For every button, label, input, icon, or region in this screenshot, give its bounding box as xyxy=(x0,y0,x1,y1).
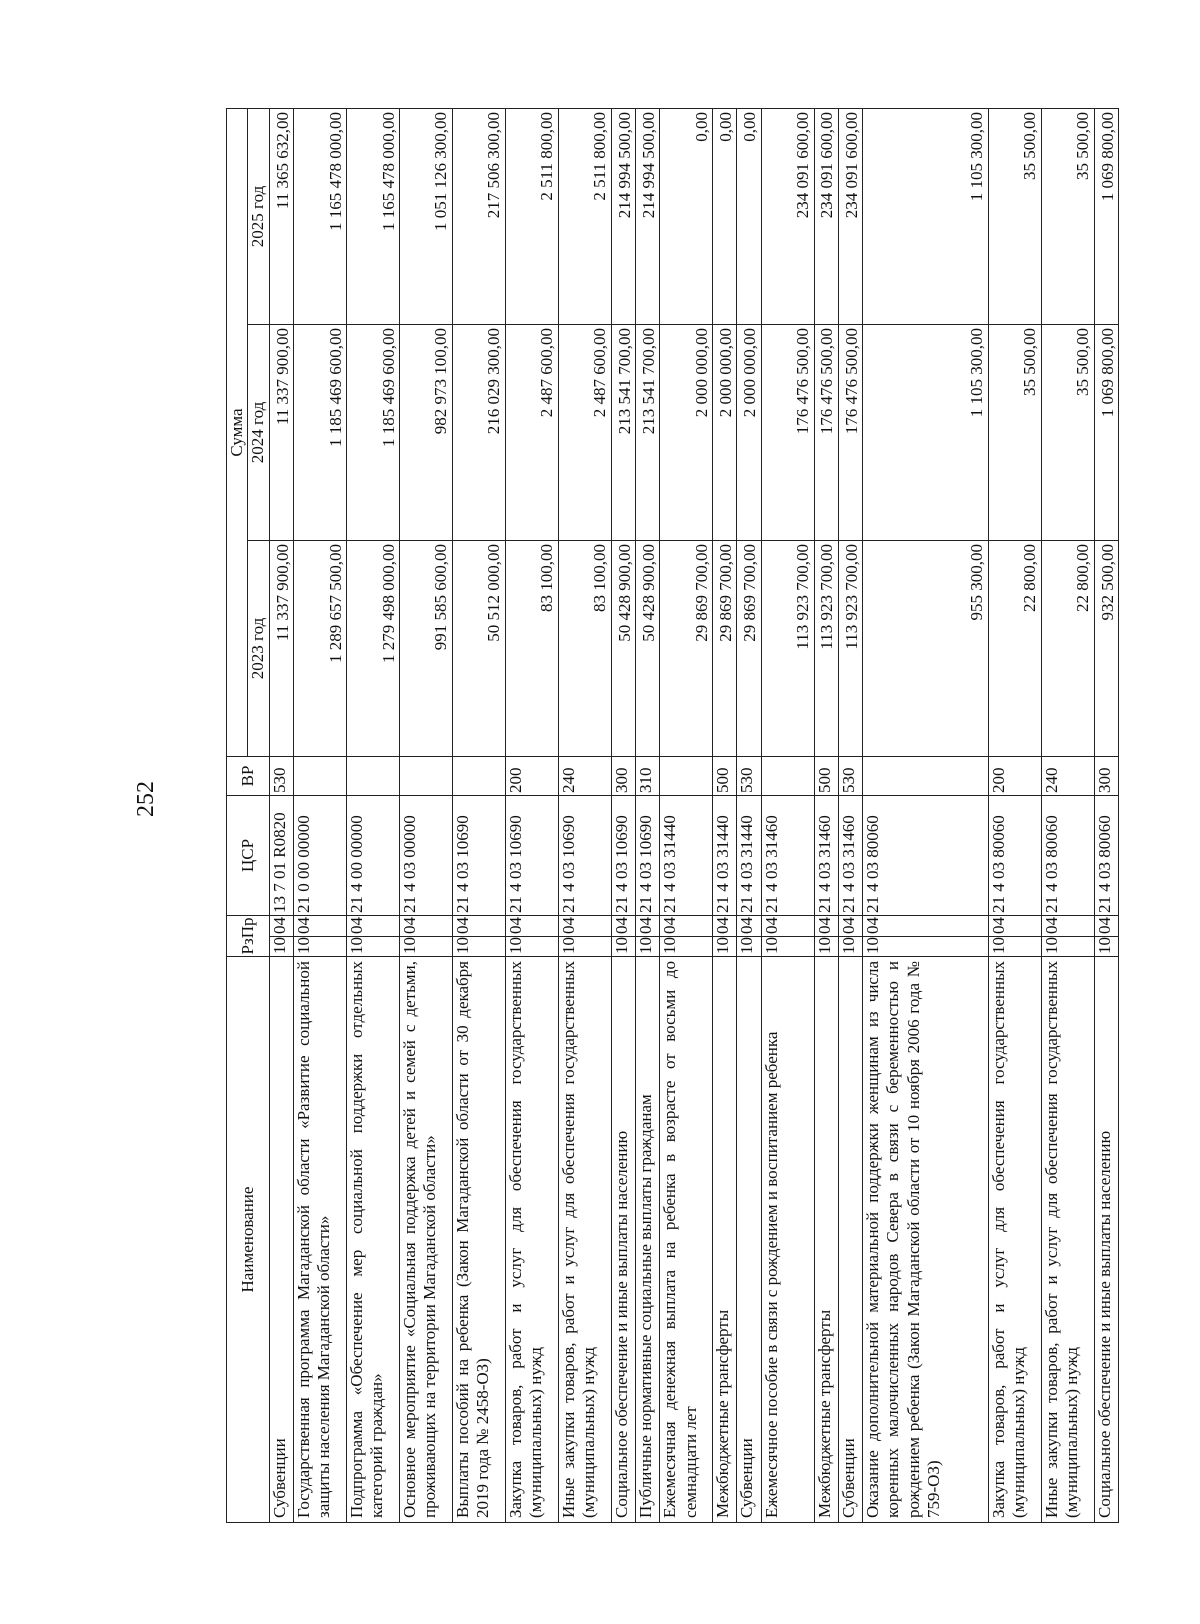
cell-pr: 04 xyxy=(294,915,347,936)
cell-y2025: 1 069 800,00 xyxy=(1094,108,1118,324)
cell-rz: 10 xyxy=(558,937,611,957)
header-2025: 2025 год xyxy=(248,108,269,324)
cell-y2023: 113 923 700,00 xyxy=(814,540,838,756)
cell-y2023: 1 279 498 000,00 xyxy=(346,540,399,756)
cell-y2025: 1 165 478 000,00 xyxy=(294,108,347,324)
cell-y2024: 2 487 600,00 xyxy=(558,324,611,540)
cell-y2025: 1 165 478 000,00 xyxy=(346,108,399,324)
cell-y2024: 2 000 000,00 xyxy=(713,324,737,540)
cell-y2023: 83 100,00 xyxy=(558,540,611,756)
cell-name: Иные закупки товаров, работ и услуг для обеспечения государственных (муниципальных) нужд xyxy=(1041,957,1094,1523)
cell-vr: 300 xyxy=(611,756,635,795)
table-row xyxy=(399,108,452,1522)
cell-vr: 500 xyxy=(814,756,838,795)
cell-csr: 21 4 03 31460 xyxy=(814,795,838,915)
cell-y2023: 1 289 657 500,00 xyxy=(294,540,347,756)
cell-csr: 21 4 03 10690 xyxy=(558,795,611,915)
cell-name: Публичные нормативные социальные выплаты гражданам xyxy=(635,957,659,1523)
cell-pr: 04 xyxy=(713,915,737,936)
cell-rz: 10 xyxy=(1041,937,1094,957)
cell-y2024: 1 185 469 600,00 xyxy=(294,324,347,540)
cell-y2024: 2 000 000,00 xyxy=(660,324,713,540)
cell-y2023: 22 800,00 xyxy=(1041,540,1094,756)
cell-y2025: 214 994 500,00 xyxy=(635,108,659,324)
cell-y2025: 2 511 800,00 xyxy=(505,108,558,324)
table-row xyxy=(737,108,761,1522)
cell-y2023: 955 300,00 xyxy=(863,540,989,756)
cell-pr: 04 xyxy=(611,915,635,936)
cell-rz: 10 xyxy=(505,937,558,957)
cell-pr: 04 xyxy=(1041,915,1094,936)
cell-pr: 04 xyxy=(838,915,862,936)
cell-y2023: 50 428 900,00 xyxy=(611,540,635,756)
cell-pr: 04 xyxy=(558,915,611,936)
cell-y2023: 29 869 700,00 xyxy=(660,540,713,756)
table-row xyxy=(814,108,838,1522)
cell-y2023: 83 100,00 xyxy=(505,540,558,756)
header-2023: 2023 год xyxy=(248,540,269,756)
cell-name: Межбюджетные трансферты xyxy=(814,957,838,1523)
cell-y2025: 11 365 632,00 xyxy=(269,108,293,324)
cell-y2025: 35 500,00 xyxy=(1041,108,1094,324)
cell-pr: 04 xyxy=(346,915,399,936)
cell-rz: 10 xyxy=(838,937,862,957)
cell-csr: 21 4 03 31460 xyxy=(761,795,814,915)
cell-pr: 04 xyxy=(814,915,838,936)
cell-vr xyxy=(863,756,989,795)
table-row xyxy=(635,108,659,1522)
table-row xyxy=(558,108,611,1522)
table-row xyxy=(761,108,814,1522)
cell-csr: 21 4 03 31440 xyxy=(737,795,761,915)
cell-rz: 10 xyxy=(346,937,399,957)
cell-y2023: 932 500,00 xyxy=(1094,540,1118,756)
cell-pr: 04 xyxy=(1094,915,1118,936)
cell-csr: 21 4 03 31440 xyxy=(713,795,737,915)
table-body xyxy=(269,108,1118,1522)
table-row xyxy=(611,108,635,1522)
cell-y2024: 1 069 800,00 xyxy=(1094,324,1118,540)
cell-vr xyxy=(399,756,452,795)
cell-rz: 10 xyxy=(660,937,713,957)
cell-y2023: 29 869 700,00 xyxy=(713,540,737,756)
cell-pr: 04 xyxy=(737,915,761,936)
cell-y2024: 11 337 900,00 xyxy=(269,324,293,540)
cell-y2024: 176 476 500,00 xyxy=(761,324,814,540)
table-row xyxy=(660,108,713,1522)
cell-name: Основное мероприятие «Социальная поддержка детей и семей с детьми, проживающих на территории Магаданской области» xyxy=(399,957,452,1523)
cell-y2023: 50 512 000,00 xyxy=(452,540,505,756)
cell-csr: 21 4 03 31440 xyxy=(660,795,713,915)
cell-name: Подпрограмма «Обеспечение мер социальной поддержки отдельных категорий граждан» xyxy=(346,957,399,1523)
table-row xyxy=(1041,108,1094,1522)
cell-pr: 04 xyxy=(863,915,989,936)
cell-vr: 200 xyxy=(505,756,558,795)
cell-csr: 13 7 01 R0820 xyxy=(269,795,293,915)
cell-csr: 21 4 03 10690 xyxy=(452,795,505,915)
cell-y2023: 11 337 900,00 xyxy=(269,540,293,756)
cell-name: Социальное обеспечение и иные выплаты населению xyxy=(1094,957,1118,1523)
cell-csr: 21 4 03 80060 xyxy=(1094,795,1118,915)
header-vr: ВР xyxy=(227,756,270,795)
cell-y2025: 234 091 600,00 xyxy=(838,108,862,324)
cell-y2025: 0,00 xyxy=(660,108,713,324)
cell-y2025: 1 051 126 300,00 xyxy=(399,108,452,324)
cell-rz: 10 xyxy=(269,937,293,957)
cell-y2025: 0,00 xyxy=(713,108,737,324)
table-row xyxy=(838,108,862,1522)
cell-y2024: 216 029 300,00 xyxy=(452,324,505,540)
cell-y2023: 991 585 600,00 xyxy=(399,540,452,756)
cell-y2024: 176 476 500,00 xyxy=(838,324,862,540)
table-row xyxy=(1094,108,1118,1522)
cell-y2023: 29 869 700,00 xyxy=(737,540,761,756)
cell-rz: 10 xyxy=(611,937,635,957)
cell-rz: 10 xyxy=(399,937,452,957)
cell-name: Закупка товаров, работ и услуг для обеспечения государственных (муниципальных) нужд xyxy=(505,957,558,1523)
cell-y2024: 213 541 700,00 xyxy=(611,324,635,540)
cell-csr: 21 4 03 10690 xyxy=(505,795,558,915)
cell-csr: 21 0 00 00000 xyxy=(294,795,347,915)
cell-rz: 10 xyxy=(635,937,659,957)
cell-vr: 530 xyxy=(269,756,293,795)
cell-y2025: 35 500,00 xyxy=(988,108,1041,324)
cell-rz: 10 xyxy=(294,937,347,957)
rotated-table-frame xyxy=(226,109,1119,1523)
cell-csr: 21 4 00 00000 xyxy=(346,795,399,915)
header-csr: ЦСР xyxy=(227,795,270,915)
cell-vr xyxy=(660,756,713,795)
header-2024: 2024 год xyxy=(248,324,269,540)
cell-name: Иные закупки товаров, работ и услуг для обеспечения государственных (муниципальных) нужд xyxy=(558,957,611,1523)
header-rzpr xyxy=(227,915,270,956)
cell-pr: 04 xyxy=(452,915,505,936)
cell-vr xyxy=(294,756,347,795)
cell-y2023: 50 428 900,00 xyxy=(635,540,659,756)
cell-vr: 300 xyxy=(1094,756,1118,795)
cell-rz: 10 xyxy=(761,937,814,957)
cell-csr: 21 4 03 10690 xyxy=(611,795,635,915)
cell-y2024: 35 500,00 xyxy=(988,324,1041,540)
cell-rz: 10 xyxy=(814,937,838,957)
cell-csr: 21 4 03 00000 xyxy=(399,795,452,915)
cell-name: Социальное обеспечение и иные выплаты населению xyxy=(611,957,635,1523)
cell-csr: 21 4 03 10690 xyxy=(635,795,659,915)
cell-name: Ежемесячное пособие в связи с рождением и воспитанием ребенка xyxy=(761,957,814,1523)
table-row xyxy=(294,108,347,1522)
cell-pr: 04 xyxy=(505,915,558,936)
cell-name: Выплаты пособий на ребенка (Закон Магаданской области от 30 декабря 2019 года № 2458-ОЗ) xyxy=(452,957,505,1523)
cell-vr xyxy=(346,756,399,795)
cell-pr: 04 xyxy=(635,915,659,936)
cell-vr xyxy=(761,756,814,795)
cell-rz: 10 xyxy=(1094,937,1118,957)
cell-y2024: 213 541 700,00 xyxy=(635,324,659,540)
cell-vr xyxy=(452,756,505,795)
cell-csr: 21 4 03 80060 xyxy=(863,795,989,915)
cell-pr: 04 xyxy=(399,915,452,936)
cell-y2023: 113 923 700,00 xyxy=(761,540,814,756)
cell-pr: 04 xyxy=(269,915,293,936)
table-row xyxy=(269,108,293,1522)
cell-name: Закупка товаров, работ и услуг для обеспечения государственных (муниципальных) нужд xyxy=(988,957,1041,1523)
cell-y2025: 234 091 600,00 xyxy=(761,108,814,324)
header-name: Наименование xyxy=(227,957,270,1523)
cell-y2024: 176 476 500,00 xyxy=(814,324,838,540)
cell-pr: 04 xyxy=(660,915,713,936)
cell-rz: 10 xyxy=(737,937,761,957)
table-row xyxy=(988,108,1041,1522)
cell-y2023: 22 800,00 xyxy=(988,540,1041,756)
table-row xyxy=(452,108,505,1522)
header-rz: Рз xyxy=(237,938,257,955)
cell-rz: 10 xyxy=(988,937,1041,957)
header-pr: Пр xyxy=(237,917,257,939)
cell-vr: 240 xyxy=(1041,756,1094,795)
cell-rz: 10 xyxy=(452,937,505,957)
table-row xyxy=(505,108,558,1522)
budget-table xyxy=(226,108,1119,1523)
cell-csr: 21 4 03 80060 xyxy=(988,795,1041,915)
table-row xyxy=(713,108,737,1522)
cell-name: Ежемесячная денежная выплата на ребенка в возрасте от восьми до семнадцати лет xyxy=(660,957,713,1523)
cell-rz: 10 xyxy=(713,937,737,957)
cell-y2025: 1 105 300,00 xyxy=(863,108,989,324)
cell-y2025: 234 091 600,00 xyxy=(814,108,838,324)
cell-vr: 200 xyxy=(988,756,1041,795)
table-row xyxy=(346,108,399,1522)
cell-pr: 04 xyxy=(988,915,1041,936)
cell-csr: 21 4 03 80060 xyxy=(1041,795,1094,915)
cell-vr: 530 xyxy=(737,756,761,795)
cell-y2025: 217 506 300,00 xyxy=(452,108,505,324)
cell-rz: 10 xyxy=(863,937,989,957)
cell-y2025: 2 511 800,00 xyxy=(558,108,611,324)
cell-vr: 240 xyxy=(558,756,611,795)
cell-name: Оказание дополнительной материальной поддержки женщинам из числа коренных малочисленных народов Севера в связи с беременностью и рождением ребенка (Закон Магаданской области от 10 ноября 2006 года № 759-ОЗ) xyxy=(863,957,989,1523)
cell-vr: 530 xyxy=(838,756,862,795)
cell-csr: 21 4 03 31460 xyxy=(838,795,862,915)
cell-pr: 04 xyxy=(761,915,814,936)
cell-y2024: 982 973 100,00 xyxy=(399,324,452,540)
cell-vr: 310 xyxy=(635,756,659,795)
cell-name: Субвенции xyxy=(737,957,761,1523)
cell-y2024: 2 000 000,00 xyxy=(737,324,761,540)
cell-name: Межбюджетные трансферты xyxy=(713,957,737,1523)
cell-name: Субвенции xyxy=(269,957,293,1523)
page-number: 252 xyxy=(133,781,159,817)
header-sum: Сумма xyxy=(227,108,248,756)
cell-name: Государственная программа Магаданской области «Развитие социальной защиты населения Магаданской области» xyxy=(294,957,347,1523)
cell-y2024: 2 487 600,00 xyxy=(505,324,558,540)
cell-vr: 500 xyxy=(713,756,737,795)
table-row xyxy=(863,108,989,1522)
cell-y2024: 35 500,00 xyxy=(1041,324,1094,540)
cell-name: Субвенции xyxy=(838,957,862,1523)
cell-y2023: 113 923 700,00 xyxy=(838,540,862,756)
cell-y2024: 1 185 469 600,00 xyxy=(346,324,399,540)
cell-y2025: 0,00 xyxy=(737,108,761,324)
cell-y2024: 1 105 300,00 xyxy=(863,324,989,540)
cell-y2025: 214 994 500,00 xyxy=(611,108,635,324)
